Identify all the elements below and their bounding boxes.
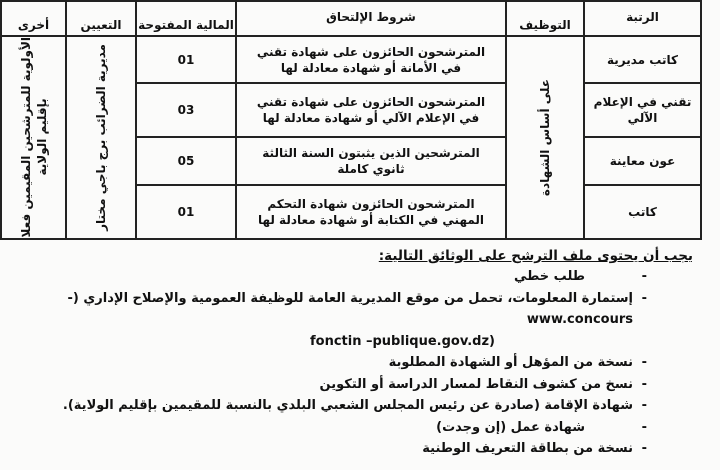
row-conditions: المترشحين الذين يثبتون السنة الثالثة ثانوي كاملة	[236, 137, 506, 184]
header-positions: المالية المفتوحة	[136, 1, 236, 36]
list-item: - طلب خطي	[0, 266, 645, 288]
list-item: - نسخة من المؤهل أو الشهادة المطلوبة	[0, 352, 645, 374]
row-positions: 01	[136, 185, 236, 239]
list-item: - شهادة عمل (إن وجدت)	[0, 417, 645, 439]
row-grade: تقني في الإعلام الآلي	[584, 83, 701, 137]
header-assignment: التعيين	[66, 1, 136, 36]
other-value	[18, 37, 50, 238]
list-item: - نسخة من بطاقة التعريف الوطنية	[0, 438, 645, 460]
list-item: - إستمارة المعلومات، تحمل من موقع المديرية العامة للوظيفة العمومية والإصلاح الإداري (-www.concours	[0, 288, 645, 331]
header-grade: الرتبة	[584, 1, 701, 36]
documents-list	[0, 266, 705, 460]
row-grade: كاتب	[584, 185, 701, 239]
row-conditions: المترشحون الحائزون على شهادة تقني في الأمانة أو شهادة معادلة لها	[236, 36, 506, 83]
row-positions: 03	[136, 83, 236, 137]
table-header-row	[1, 1, 701, 36]
row-grade: عون معاينة	[584, 137, 701, 184]
header-other: أخرى	[1, 1, 66, 36]
recruitment-mode-value: على أساس الشهادة	[538, 78, 552, 196]
header-recruitment-mode: التوظيف	[506, 1, 584, 36]
row-conditions: المترشحون الحائزون شهادة التحكم المهني في الكتابة أو شهادة معادلة لها	[236, 185, 506, 239]
recruitment-mode-cell	[506, 36, 584, 239]
header-conditions: شروط الإلتحاق	[236, 1, 506, 36]
list-item: - نسخ من كشوف النقاط لمسار الدراسة أو التكوين	[0, 374, 645, 396]
row-positions: 01	[136, 36, 236, 83]
other-value-line2: بإقليم الولاية	[34, 98, 49, 176]
list-item-continuation: fonctin –publique.gov.dz)	[310, 333, 495, 349]
assignment-value: مديرية الضرائب برج باجي مختار	[94, 43, 108, 231]
assignment-cell	[66, 36, 136, 239]
table-row	[1, 36, 701, 83]
row-conditions: المترشحون الحائزون على شهادة تقني في الإعلام الآلي أو شهادة معادلة لها	[236, 83, 506, 137]
other-cell	[1, 36, 66, 239]
row-grade: كاتب مديرية	[584, 36, 701, 83]
positions-table	[0, 0, 702, 240]
list-item: - شهادة الإقامة (صادرة عن رئيس المجلس الشعبي البلدي بالنسبة للمقيمين بإقليم الولاية).	[0, 395, 645, 417]
other-value-line1: الأولوية للمترشحين المقيمين فعلا	[18, 37, 33, 238]
row-positions: 05	[136, 137, 236, 184]
required-documents	[0, 248, 705, 460]
documents-title: يجب أن يحتوى ملف الترشح على الوثائق التالية:	[378, 248, 693, 264]
